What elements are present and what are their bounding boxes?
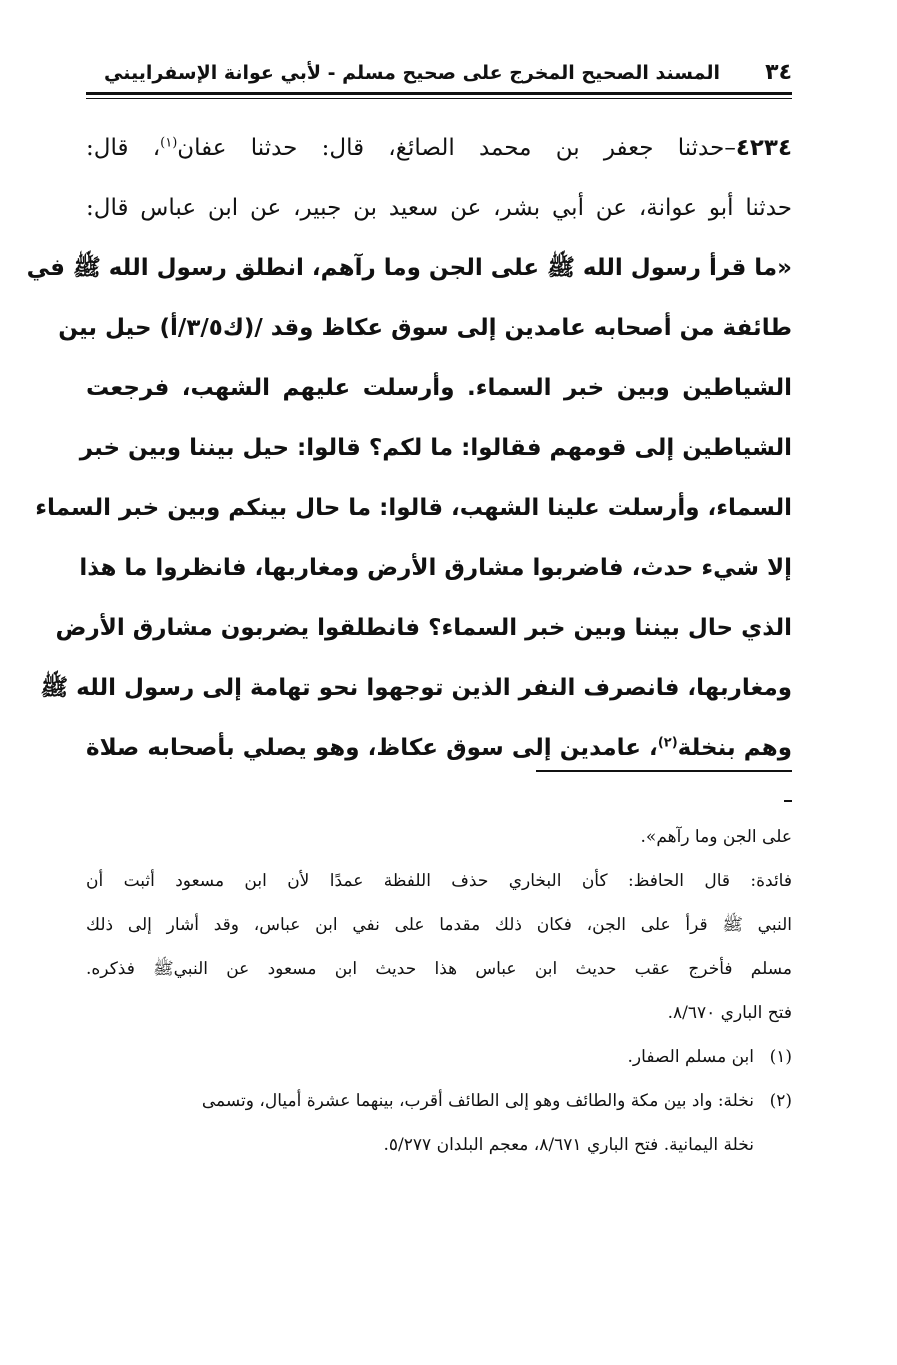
- running-title: المسند الصحيح المخرج على صحيح مسلم - لأبي عوانة الإسفراييني: [104, 62, 720, 84]
- footnote-continuation-2: فائدة: قال الحافظ: كأن البخاري حذف اللفظة عمدًا لأن ابن مسعود أثبت أن: [86, 871, 792, 891]
- footnote-separator: [536, 770, 792, 772]
- page-header: [86, 58, 792, 88]
- main-line-11: [86, 718, 792, 778]
- footnote-continuation-1: على الجن وما رآهم».: [640, 827, 792, 847]
- footnote-continuation-3: النبي ﷺ قرأ على الجن، فكان ذلك مقدما على نفي ابن عباس، وقد أشار إلى ذلك: [86, 915, 792, 935]
- main-text: [26, 118, 792, 778]
- footnote-ref-2: (٢): [657, 735, 678, 751]
- isnad-start: –حدثنا جعفر بن محمد الصائغ، قال: حدثنا عفان: [177, 135, 736, 161]
- hadith-number: ٤٢٣٤: [735, 135, 792, 161]
- main-line-6: الشياطين إلى قومهم فقالوا: ما لكم؟ قالوا: حيل بيننا وبين خبر: [79, 435, 792, 461]
- footnote-continuation-5: فتح الباري ٨/٦٧٠.: [667, 1003, 792, 1023]
- header-rule-thin: [86, 98, 792, 99]
- continuation-dash: [784, 800, 792, 802]
- main-line-3: «ما قرأ رسول الله ﷺ على الجن وما رآهم، انطلق رسول الله ﷺ في: [26, 255, 792, 281]
- main-line-7: السماء، وأرسلت علينا الشهب، قالوا: ما حال بينكم وبين خبر السماء: [35, 495, 792, 521]
- main-line-4: طائفة من أصحابه عامدين إلى سوق عكاظ وقد /(ك٣/٥/أ) حيل بين: [58, 315, 792, 341]
- footnote-continuation-4: مسلم فأخرج عقب حديث ابن عباس هذا حديث ابن مسعود عن النبيﷺ فذكره.: [86, 959, 792, 979]
- footnote-2: [86, 1079, 792, 1123]
- footnote-2-text-line1: نخلة: واد بين مكة والطائف وهو إلى الطائف أقرب، بينهما عشرة أميال، وتسمى: [201, 1091, 754, 1111]
- footnote-1: [86, 1035, 792, 1079]
- isnad-start-end: ، قال:: [86, 135, 161, 161]
- footnote-2-line2: نخلة اليمانية. فتح الباري ٨/٦٧١، معجم البلدان ٥/٢٧٧.: [383, 1135, 754, 1155]
- main-line-9: الذي حال بيننا وبين خبر السماء؟ فانطلقوا يضربون مشارق الأرض: [55, 615, 792, 641]
- header-rule-thick: [86, 92, 792, 95]
- line11-rest: ، عامدين إلى سوق عكاظ، وهو يصلي بأصحابه صلاة: [86, 735, 658, 761]
- page-number: ٣٤: [765, 60, 792, 85]
- footnote-2-label: (٢): [769, 1091, 792, 1111]
- footnote-1-label: (١): [769, 1047, 792, 1067]
- main-line-1: [86, 118, 792, 178]
- footnote-1-text: ابن مسلم الصفار.: [627, 1047, 754, 1067]
- main-line-2: حدثنا أبو عوانة، عن أبي بشر، عن سعيد بن جبير، عن ابن عباس قال:: [86, 195, 792, 221]
- line11-start: وهم بنخلة: [677, 735, 792, 761]
- main-line-5: الشياطين وبين خبر السماء. وأرسلت عليهم الشهب، فرجعت: [86, 375, 792, 401]
- footnotes: [86, 815, 792, 1167]
- main-line-8: إلا شيء حدث، فاضربوا مشارق الأرض ومغاربها، فانظروا ما هذا: [79, 555, 792, 581]
- main-line-10: ومغاربها، فانصرف النفر الذين توجهوا نحو تهامة إلى رسول الله ﷺ: [40, 675, 792, 701]
- footnote-ref-1: (١): [160, 135, 178, 151]
